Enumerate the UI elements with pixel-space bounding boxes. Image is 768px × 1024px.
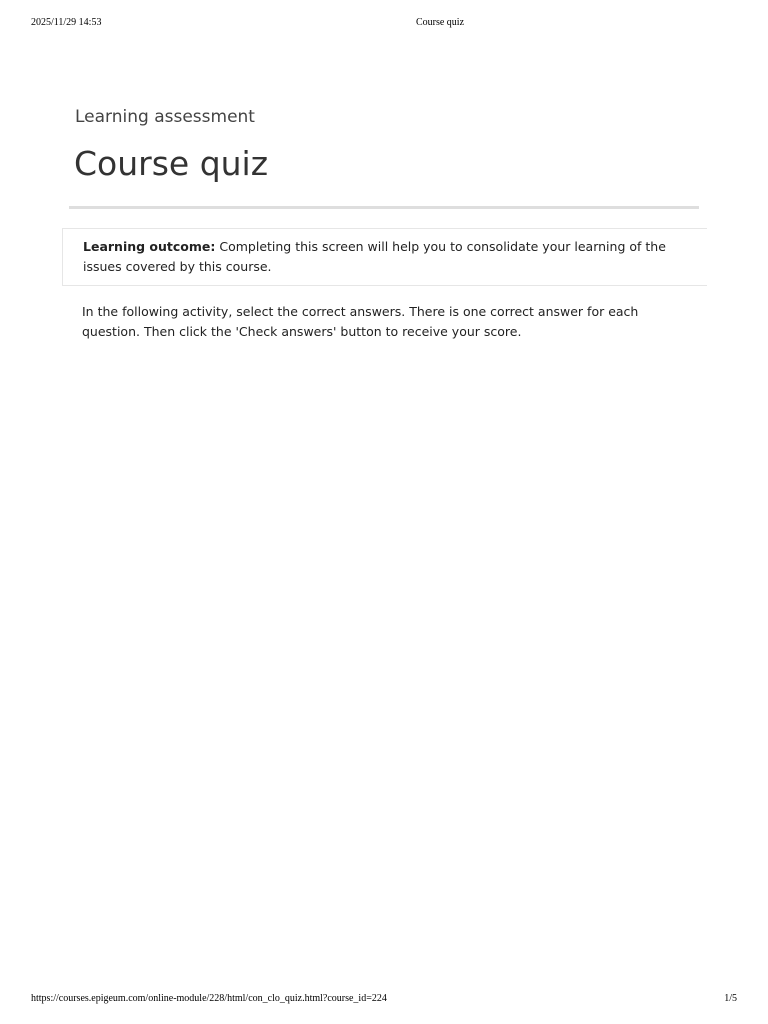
activity-instructions: In the following activity, select the correct answers. There is one correct answer for each question. Then click the 'Check answers' button to receive your score. [82, 304, 639, 339]
print-datetime: 2025/11/29 14:53 [31, 17, 102, 28]
learning-outcome-text [83, 237, 688, 277]
section-eyebrow: Learning assessment [75, 107, 255, 127]
title-divider [69, 206, 699, 209]
learning-outcome-box [62, 228, 707, 286]
print-page-number: 1/5 [724, 993, 737, 1004]
print-page-title: Course quiz [415, 17, 465, 28]
learning-outcome-label: Learning outcome: [83, 239, 216, 254]
print-url: https://courses.epigeum.com/online-module/228/html/con_clo_quiz.html?course_id=224 [31, 993, 387, 1004]
learning-outcome-body: Completing this screen will help you to consolidate your learning of the issues covered by this course. [83, 239, 666, 274]
page-title: Course quiz [74, 144, 269, 183]
